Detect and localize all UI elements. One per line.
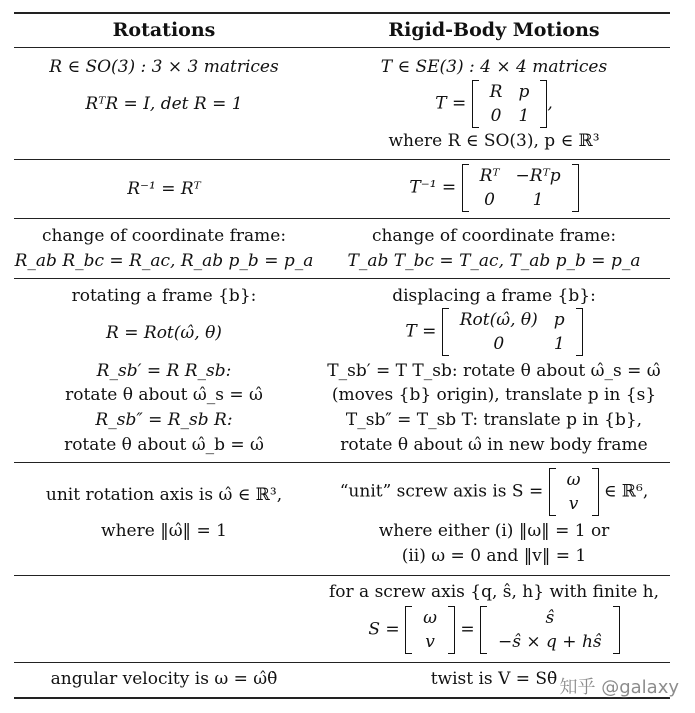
screw-axis-label: “unit” screw axis is S = [339, 481, 544, 502]
rotation-inverse: R⁻¹ = Rᵀ [127, 179, 201, 199]
se3-where-clause: where R ∈ SO(3), p ∈ ℝ³ [388, 131, 600, 151]
row-rule [14, 159, 670, 160]
displacing-frame-label: displacing a frame {b}: [392, 286, 596, 306]
rotation-composition: R_ab R_bc = R_ac, R_ab p_b = p_a [14, 251, 314, 271]
row-rule [14, 462, 670, 463]
matrix-entry: 0 [490, 106, 502, 126]
space-frame-rotation-desc: rotate θ about ω̂_s = ω̂ [65, 385, 263, 405]
matrix-entry: 1 [518, 106, 530, 126]
so3-definition: R ∈ SO(3) : 3 × 3 matrices [49, 57, 279, 77]
matrix-entry: Rot(ω̂, θ) [459, 310, 538, 330]
equals-sign: = [460, 619, 475, 640]
header-rule [14, 47, 670, 48]
displacement-matrix [442, 308, 583, 356]
header-rotations: Rotations [112, 19, 216, 41]
matrix-entry: R [489, 82, 503, 102]
vector-entry: v [425, 632, 435, 652]
vector-entry: ŝ [545, 608, 555, 628]
matrix-entry: p [518, 82, 530, 102]
row-rule [14, 575, 670, 576]
inverse-matrix [462, 164, 579, 212]
space-frame-transform-desc: (moves {b} origin), translate p in {s} [331, 385, 657, 405]
matrix-entry: Rᵀ [479, 166, 500, 186]
r6-membership: ∈ ℝ⁶, [603, 481, 649, 502]
unit-norm-condition: where ‖ω̂‖ = 1 [101, 521, 227, 541]
t-equals: T = [435, 93, 467, 114]
header-rigid-body-motions: Rigid-Body Motions [388, 19, 600, 41]
displacement-matrix-form [314, 308, 674, 356]
body-frame-rotation-desc: rotate θ about ω̂_b = ω̂ [64, 435, 264, 455]
body-frame-transform-desc: rotate θ about ω̂ in new body frame [340, 435, 648, 455]
vector-entry: v [568, 494, 579, 514]
transform-inverse [314, 164, 674, 212]
screw-vector [405, 606, 455, 654]
zhihu-watermark: 知乎 @galaxy [559, 677, 679, 698]
vector-entry: ω [423, 608, 437, 628]
transform-composition: T_ab T_bc = T_ac, T_ab p_b = p_a [347, 251, 641, 271]
matrix-entry: 1 [532, 190, 544, 210]
matrix-entry: 0 [493, 334, 505, 354]
se3-definition: T ∈ SE(3) : 4 × 4 matrices [380, 57, 608, 77]
matrix-entry: −Rᵀp [515, 166, 561, 186]
matrix-entry: 1 [553, 334, 565, 354]
change-frame-label: change of coordinate frame: [41, 226, 287, 246]
vector-entry: ω [566, 470, 581, 490]
se3-matrix-form [314, 80, 674, 128]
t-inverse-equals: T⁻¹ = [409, 177, 457, 198]
top-rule [14, 12, 670, 14]
angular-velocity: angular velocity is ω = ω̂θ̇ [50, 669, 278, 689]
space-frame-transform: T_sb′ = T T_sb: rotate θ about ω̂_s = ω̂ [327, 361, 661, 381]
row-rule [14, 278, 670, 279]
screw-condition-ii: (ii) ω = 0 and ‖v‖ = 1 [401, 546, 587, 566]
row-rule [14, 218, 670, 219]
change-frame-label: change of coordinate frame: [371, 226, 617, 246]
rotating-frame-label: rotating a frame {b}: [71, 286, 257, 306]
homogeneous-matrix [472, 80, 548, 128]
orthogonality-constraint: RᵀR = I, det R = 1 [85, 94, 243, 114]
matrix-entry: p [553, 310, 565, 330]
unit-screw-axis [314, 468, 674, 516]
finite-pitch-screw-label: for a screw axis {q, ŝ, h} with finite h, [328, 582, 660, 602]
comma: , [547, 93, 553, 114]
s-equals: S = [368, 619, 400, 640]
screw-axis-formula [314, 606, 674, 654]
screw-condition-i: where either (i) ‖ω‖ = 1 or [378, 521, 610, 541]
rot-formula: R = Rot(ω̂, θ) [106, 323, 222, 343]
unit-rotation-axis: unit rotation axis is ω̂ ∈ ℝ³, [45, 485, 283, 505]
screw-vector [549, 468, 599, 516]
twist-definition: twist is V = Sθ̇ [430, 669, 558, 689]
vector-entry: −ŝ × q + hŝ [498, 632, 602, 652]
t-equals: T = [405, 321, 437, 342]
body-frame-transform: T_sb″ = T_sb T: translate p in {b}, [345, 410, 643, 430]
matrix-entry: 0 [484, 190, 495, 210]
body-frame-rotation: R_sb″ = R_sb R: [95, 410, 233, 430]
screw-components [480, 606, 620, 654]
row-rule [14, 662, 670, 663]
space-frame-rotation: R_sb′ = R R_sb: [96, 361, 232, 381]
